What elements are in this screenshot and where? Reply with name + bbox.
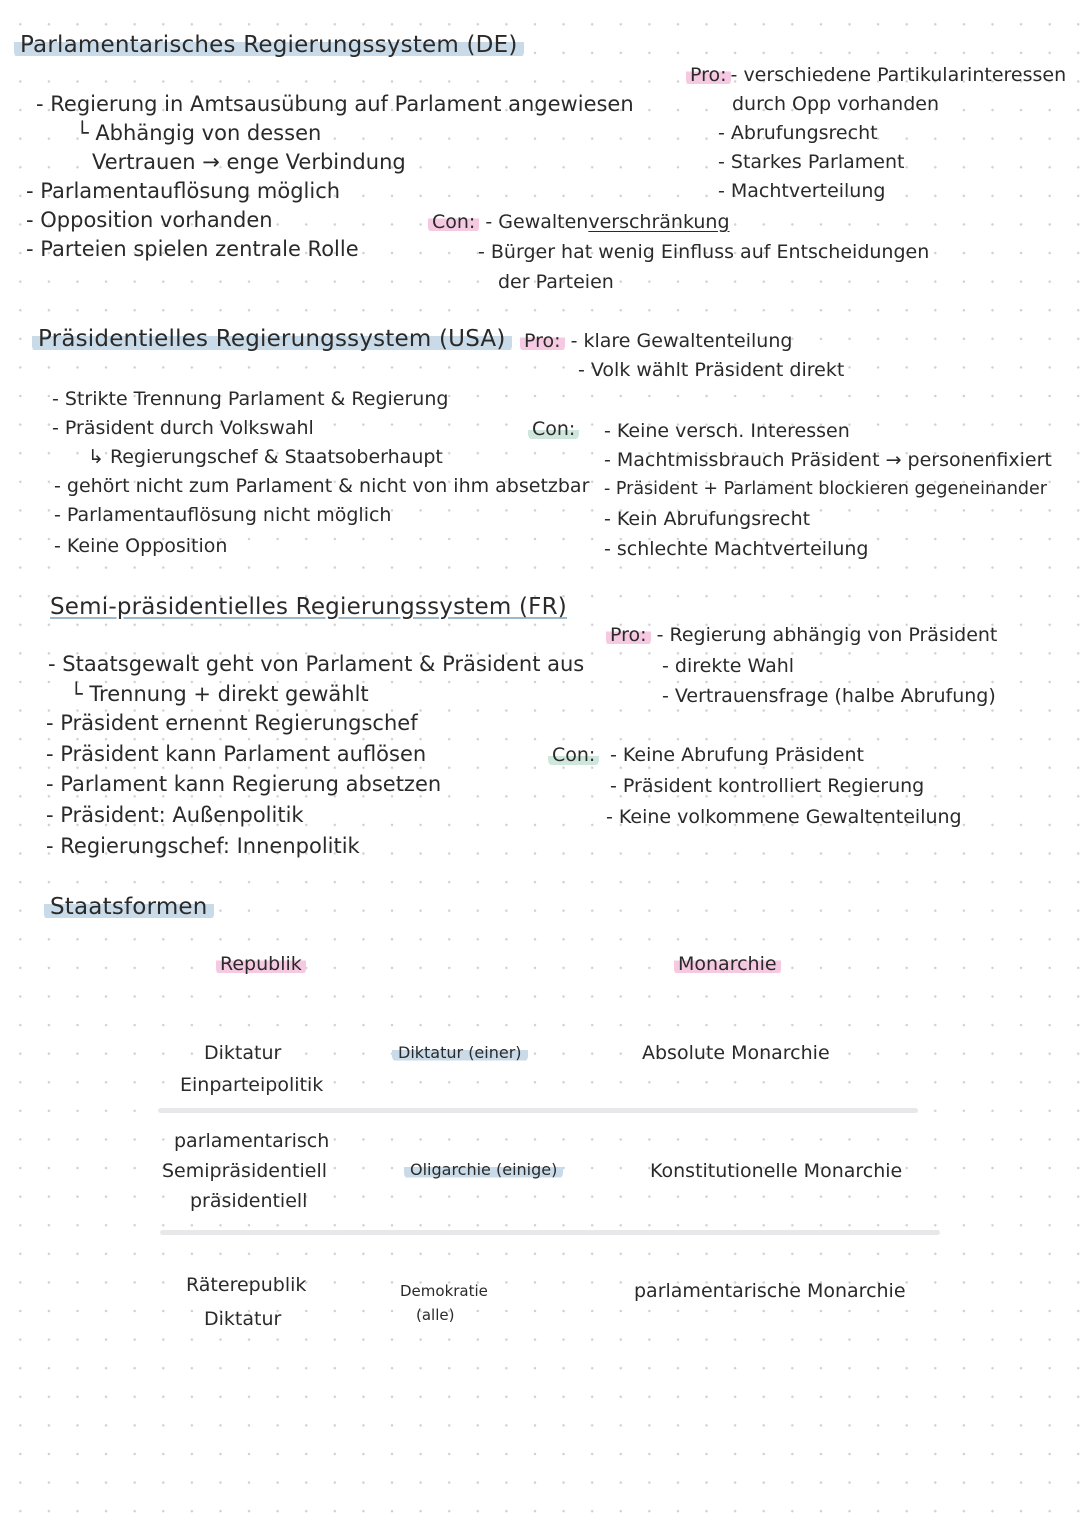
parl-pro-5: - Machtverteilung (718, 180, 886, 202)
semi-pro-3: - Vertrauensfrage (halbe Abrufung) (662, 685, 996, 707)
row2-republik-1: parlamentarisch (174, 1130, 330, 1152)
semi-pro-label: Pro: (606, 624, 651, 646)
row2-monarchie: Konstitutionelle Monarchie (650, 1160, 903, 1182)
monarchie-heading: Monarchie (674, 955, 781, 974)
parl-con-3: der Parteien (498, 271, 614, 293)
pres-point-6: - Keine Opposition (54, 535, 228, 557)
row3-mid-2: (alle) (416, 1306, 455, 1324)
row2-republik-2: Semipräsidentiell (162, 1160, 327, 1182)
semi-title: Semi-präsidentielles Regierungssystem (FR) (50, 594, 567, 620)
row1-monarchie: Absolute Monarchie (642, 1042, 830, 1064)
pres-con-3: - Präsident + Parlament blockieren gegeneinander (604, 479, 1047, 499)
parl-con-label: Con: (428, 211, 479, 233)
parl-pro-4: - Starkes Parlament (718, 151, 905, 173)
parl-pro-3: - Abrufungsrecht (718, 122, 878, 144)
row1-mid: Diktatur (einer) (392, 1045, 528, 1061)
row3-republik-2: Diktatur (204, 1308, 282, 1330)
semi-con-3: - Keine volkommene Gewaltenteilung (606, 806, 962, 828)
republik-heading: Republik (216, 955, 306, 974)
row3-mid-1: Demokratie (400, 1282, 488, 1300)
semi-pro-2: - direkte Wahl (662, 655, 795, 677)
semi-point-3: - Präsident ernennt Regierungschef (46, 711, 418, 735)
semi-con-label: Con: (548, 746, 599, 765)
pres-con-label: Con: (528, 420, 579, 439)
row3-monarchie: parlamentarische Monarchie (634, 1280, 906, 1302)
table-divider-1 (158, 1108, 918, 1113)
parl-con-2: - Bürger hat wenig Einfluss auf Entscheidungen (478, 241, 930, 263)
parl-point-3: Vertrauen → enge Verbindung (92, 150, 406, 174)
pres-point-2: - Präsident durch Volkswahl (52, 417, 314, 439)
semi-point-6: - Präsident: Außenpolitik (46, 803, 304, 827)
semi-point-7: - Regierungschef: Innenpolitik (46, 834, 360, 858)
row1-republik-2: Einparteipolitik (180, 1074, 324, 1096)
parl-point-5: - Opposition vorhanden (26, 208, 273, 232)
parl-con-1: Con: - Gewaltenverschränkung (428, 213, 730, 232)
staatsformen-title: Staatsformen (44, 896, 214, 919)
pres-con-4: - Kein Abrufungsrecht (604, 508, 811, 530)
pres-pro-2: - Volk wählt Präsident direkt (578, 359, 845, 381)
semi-pro-1: Pro: - Regierung abhängig von Präsident (606, 626, 997, 645)
row2-mid: Oligarchie (einige) (404, 1162, 563, 1178)
table-divider-2 (160, 1230, 940, 1235)
pres-point-1: - Strikte Trennung Parlament & Regierung (52, 388, 449, 410)
parl-point-2: └ Abhängig von dessen (76, 121, 322, 145)
pres-pro-1: Pro: - klare Gewaltenteilung (520, 332, 792, 351)
row2-republik-3: präsidentiell (190, 1190, 308, 1212)
parl-pro-label: Pro: (686, 64, 731, 86)
semi-point-4: - Präsident kann Parlament auflösen (46, 742, 427, 766)
semi-point-2: └ Trennung + direkt gewählt (70, 682, 369, 706)
parl-title: Parlamentarisches Regierungssystem (DE) (14, 34, 524, 57)
pres-point-5: - Parlamentauflösung nicht möglich (54, 504, 392, 526)
semi-point-5: - Parlament kann Regierung absetzen (46, 772, 442, 796)
semi-con-2: - Präsident kontrolliert Regierung (610, 775, 925, 797)
pres-con-2: - Machtmissbrauch Präsident → personenfixiert (604, 449, 1052, 471)
semi-point-1: - Staatsgewalt geht von Parlament & Präsident aus (48, 652, 585, 676)
pres-title: Präsidentielles Regierungssystem (USA) (32, 328, 512, 351)
parl-point-4: - Parlamentauflösung möglich (26, 179, 341, 203)
parl-pro-2: durch Opp vorhanden (732, 93, 940, 115)
pres-pro-label: Pro: (520, 330, 565, 352)
row1-republik-1: Diktatur (204, 1042, 282, 1064)
pres-point-4: - gehört nicht zum Parlament & nicht von ihm absetzbar (54, 475, 590, 497)
parl-point-6: - Parteien spielen zentrale Rolle (26, 237, 359, 261)
parl-pro-1: Pro: - verschiedene Partikularinteressen (686, 66, 1066, 85)
pres-con-5: - schlechte Machtverteilung (604, 538, 869, 560)
parl-point-1: - Regierung in Amtsausübung auf Parlament angewiesen (36, 92, 634, 116)
pres-point-3: ↳ Regierungschef & Staatsoberhaupt (88, 446, 443, 468)
semi-con-1: - Keine Abrufung Präsident (610, 744, 864, 766)
row3-republik-1: Räterepublik (186, 1274, 307, 1296)
pres-con-1: - Keine versch. Interessen (604, 420, 850, 442)
